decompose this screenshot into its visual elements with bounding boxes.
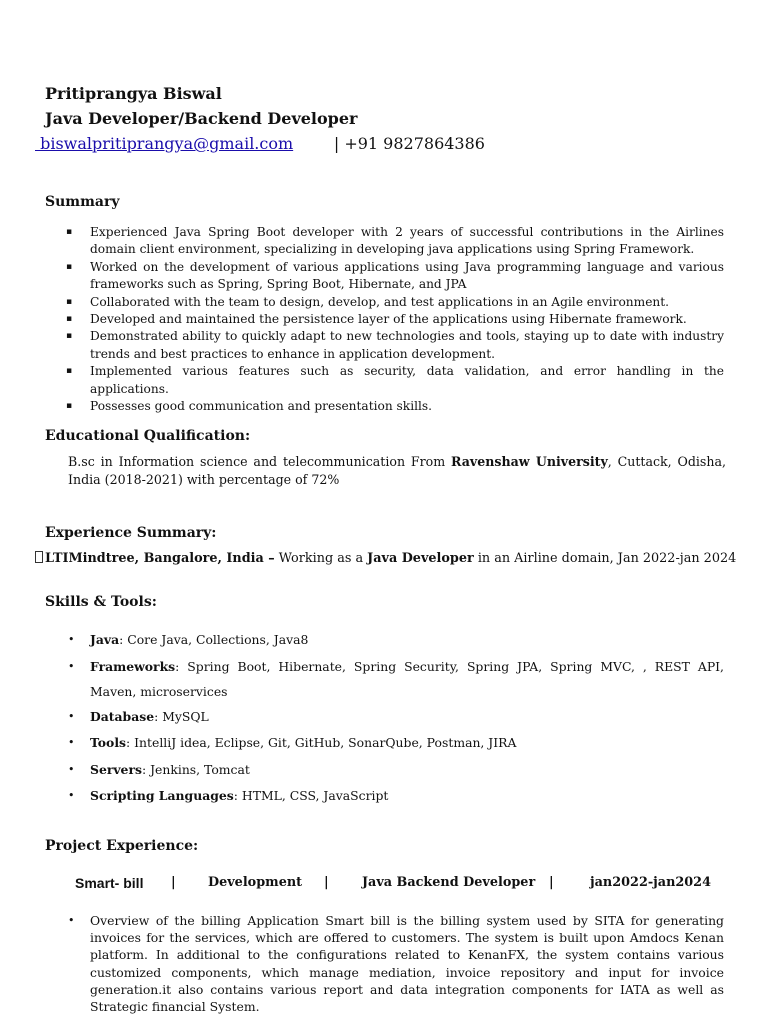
skill-item — [66, 704, 724, 731]
experience-heading: Experience Summary: — [45, 525, 217, 541]
experience-details: in an Airline domain, Jan 2022-jan 2024 — [473, 551, 737, 566]
skill-label: Servers — [90, 761, 142, 777]
skill-value: : HTML, CSS, JavaScript — [233, 788, 389, 803]
skill-item — [66, 654, 724, 704]
experience-role: Java Developer — [367, 551, 474, 566]
candidate-name: Pritiprangya Biswal — [45, 84, 222, 103]
skill-value: : MySQL — [154, 708, 209, 724]
education-degree: B.sc in Information science and telecommunication From — [68, 454, 451, 469]
skills-list — [66, 627, 724, 810]
skill-item — [66, 757, 724, 784]
education-university: Ravenshaw University — [451, 454, 608, 469]
summary-item: ▪ Worked on the development of various applications using Java programming language and various frameworks such as Spring, Spring Boot, Hibernate, and JPA — [66, 259, 724, 294]
education-heading: Educational Qualification: — [45, 428, 251, 444]
education-entry — [68, 453, 726, 488]
project-heading: Project Experience: — [45, 838, 199, 854]
separator: | — [171, 875, 176, 890]
skill-label: Scripting Languages — [90, 788, 234, 803]
contact-gap — [293, 134, 334, 153]
experience-company: LTIMindtree, Bangalore, India – — [45, 551, 275, 566]
experience-pre: Working as a — [274, 551, 368, 566]
candidate-role: Java Developer/Backend Developer — [45, 109, 358, 128]
skill-value: : IntelliJ idea, Eclipse, Git, GitHub, SonarQube, Postman, JIRA — [126, 735, 517, 750]
skill-item — [66, 730, 724, 757]
summary-item: ▪ Experienced Java Spring Boot developer with 2 years of successful contributions in the Airlines domain client environment, specializing in developing java applications using Spring Framework. — [66, 224, 724, 259]
email-link[interactable]: biswalpritiprangya@gmail.com — [35, 134, 294, 153]
skill-label: Database — [90, 708, 155, 724]
skill-item — [66, 783, 724, 810]
skill-label: Tools — [90, 735, 127, 750]
skill-label: Java — [90, 632, 120, 647]
skill-item — [66, 627, 724, 654]
project-name: Smart- bill — [75, 875, 144, 891]
separator: | — [324, 875, 329, 890]
summary-item: ▪ Implemented various features such as security, data validation, and error handling in the applications. — [66, 363, 724, 398]
project-detail-item: • Overview of the billing Application Smart bill is the billing system used by SITA for generating invoices for the services, which are offered to customers. The system is built upon Amdocs Kenan platform. In additional to the configurations related to KenanFX, the system contains various customized components, which manage mediation, invoice repository and input for invoice generation.it also contains various report and data integration components for IATA as well as Strategic financial System. — [66, 912, 724, 1015]
bullet-glyph-icon — [35, 551, 43, 563]
experience-entry — [35, 551, 736, 566]
separator: | — [549, 875, 554, 890]
summary-item: ▪ Developed and maintained the persistence layer of the applications using Hibernate framework. — [66, 311, 724, 328]
summary-list — [66, 224, 724, 415]
skill-value: : Core Java, Collections, Java8 — [119, 632, 309, 647]
summary-heading: Summary — [45, 194, 120, 210]
contact-line — [35, 134, 485, 153]
project-role: Java Backend Developer — [362, 875, 536, 890]
summary-item: ▪ Possesses good communication and presentation skills. — [66, 398, 724, 415]
summary-item: ▪ Collaborated with the team to design, develop, and test applications in an Agile environment. — [66, 294, 724, 311]
project-period: jan2022-jan2024 — [590, 875, 711, 890]
summary-item: ▪ Demonstrated ability to quickly adapt to new technologies and tools, staying up to date with industry trends and best practices to enhance in application development. — [66, 328, 724, 363]
phone-number: | +91 9827864386 — [333, 134, 485, 153]
skill-label: Frameworks — [90, 658, 176, 674]
project-details-list — [66, 912, 724, 1015]
education-details: , Cuttack, Odisha, India (2018-2021) with percentage of 72% — [68, 454, 726, 487]
project-type: Development — [208, 875, 303, 890]
skill-value: : Spring Boot, Hibernate, Spring Security, Spring JPA, Spring MVC, , REST API, Maven, microservices — [90, 658, 724, 699]
skill-value: : Jenkins, Tomcat — [141, 761, 250, 777]
skills-heading: Skills & Tools: — [45, 594, 157, 610]
